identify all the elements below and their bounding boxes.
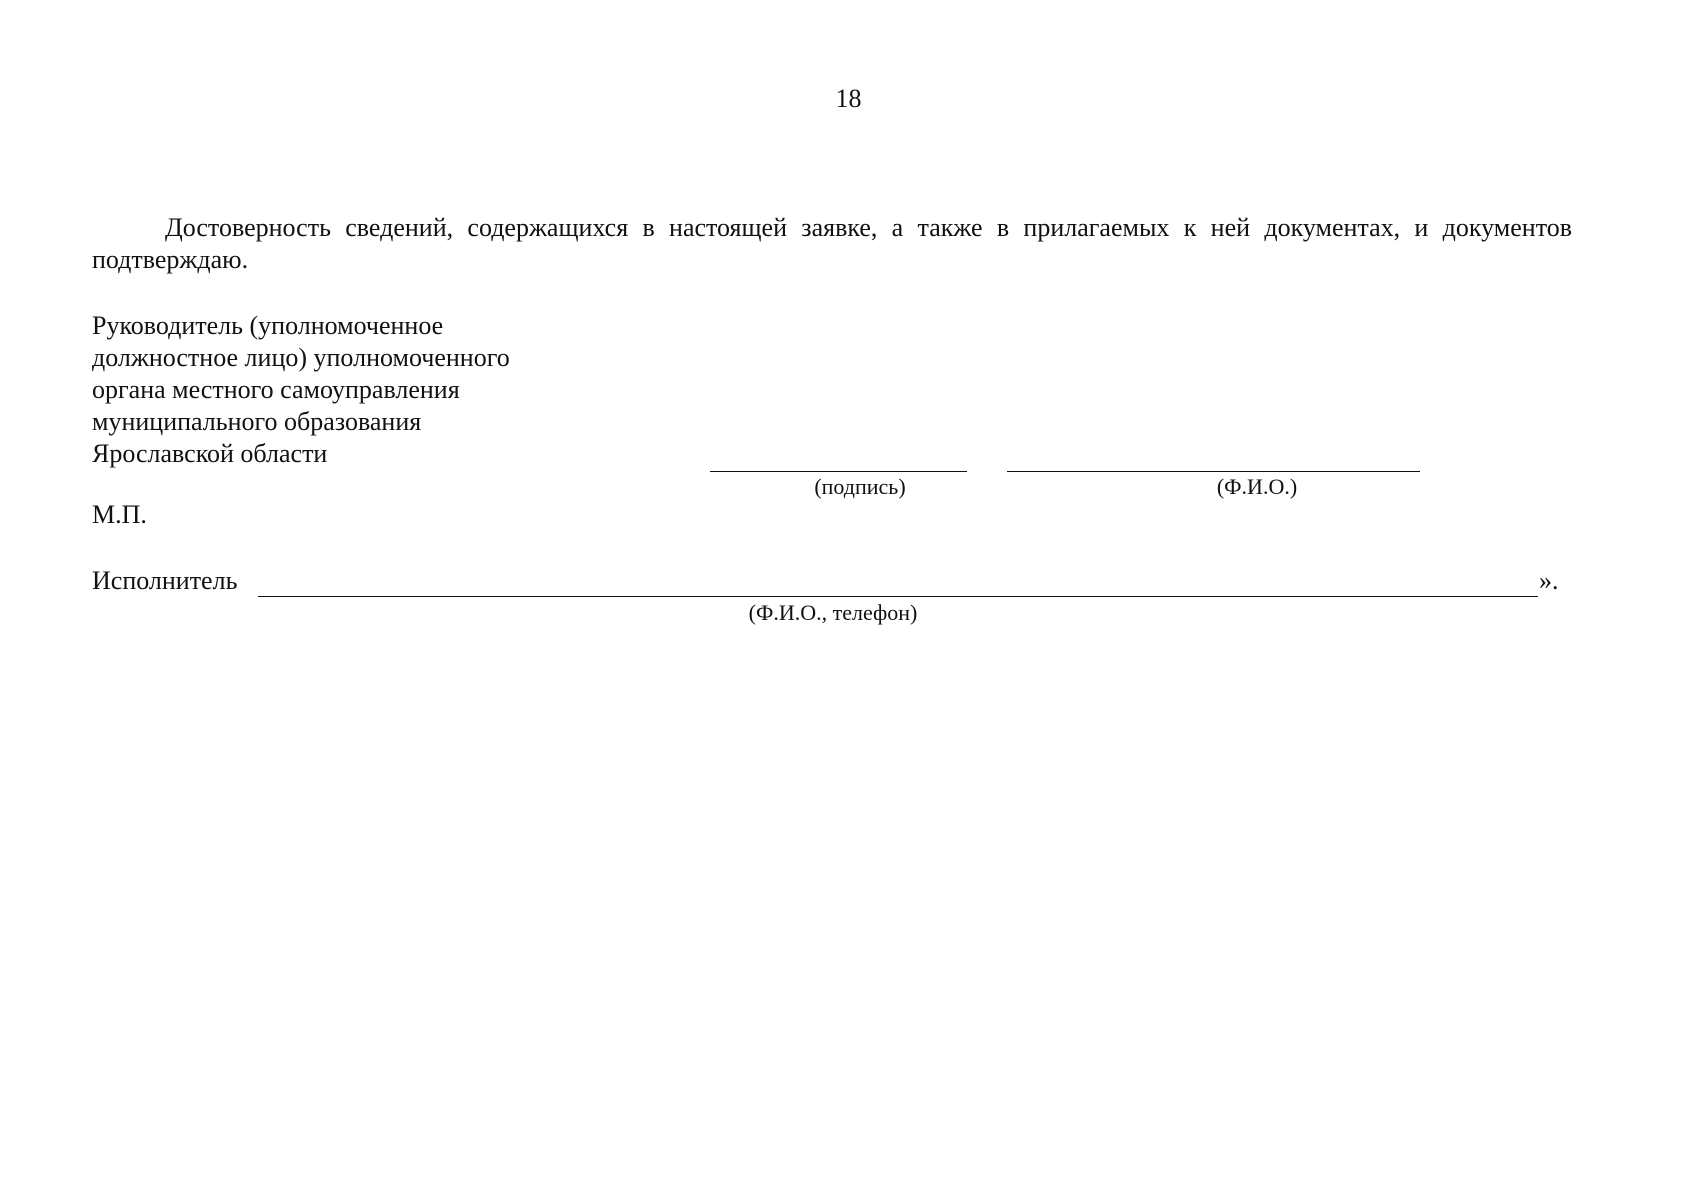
official-title-line: муниципального образования [92,407,422,436]
executor-caption: (Ф.И.О., телефон) [748,600,918,625]
signature-line [710,471,967,472]
stamp-place-label: М.П. [92,500,147,529]
official-title-block [92,310,510,470]
official-title-line: органа местного самоуправления [92,375,460,404]
confirmation-statement: Достоверность сведений, содержащихся в настоящей заявке, а также в прилагаемых к ней документах, и документов подтверждаю. [92,213,1572,274]
executor-line [258,596,1538,597]
executor-label: Исполнитель [92,566,238,595]
official-title-line: Ярославской области [92,439,328,468]
page-number: 18 [835,84,862,113]
official-title-line: Руководитель (уполномоченное [92,311,444,340]
signature-caption: (подпись) [814,474,906,499]
official-title-line: должностное лицо) уполномоченного [92,343,510,372]
executor-closing-quote: ». [1539,566,1559,595]
name-line [1007,471,1420,472]
name-caption: (Ф.И.О.) [1216,474,1298,499]
